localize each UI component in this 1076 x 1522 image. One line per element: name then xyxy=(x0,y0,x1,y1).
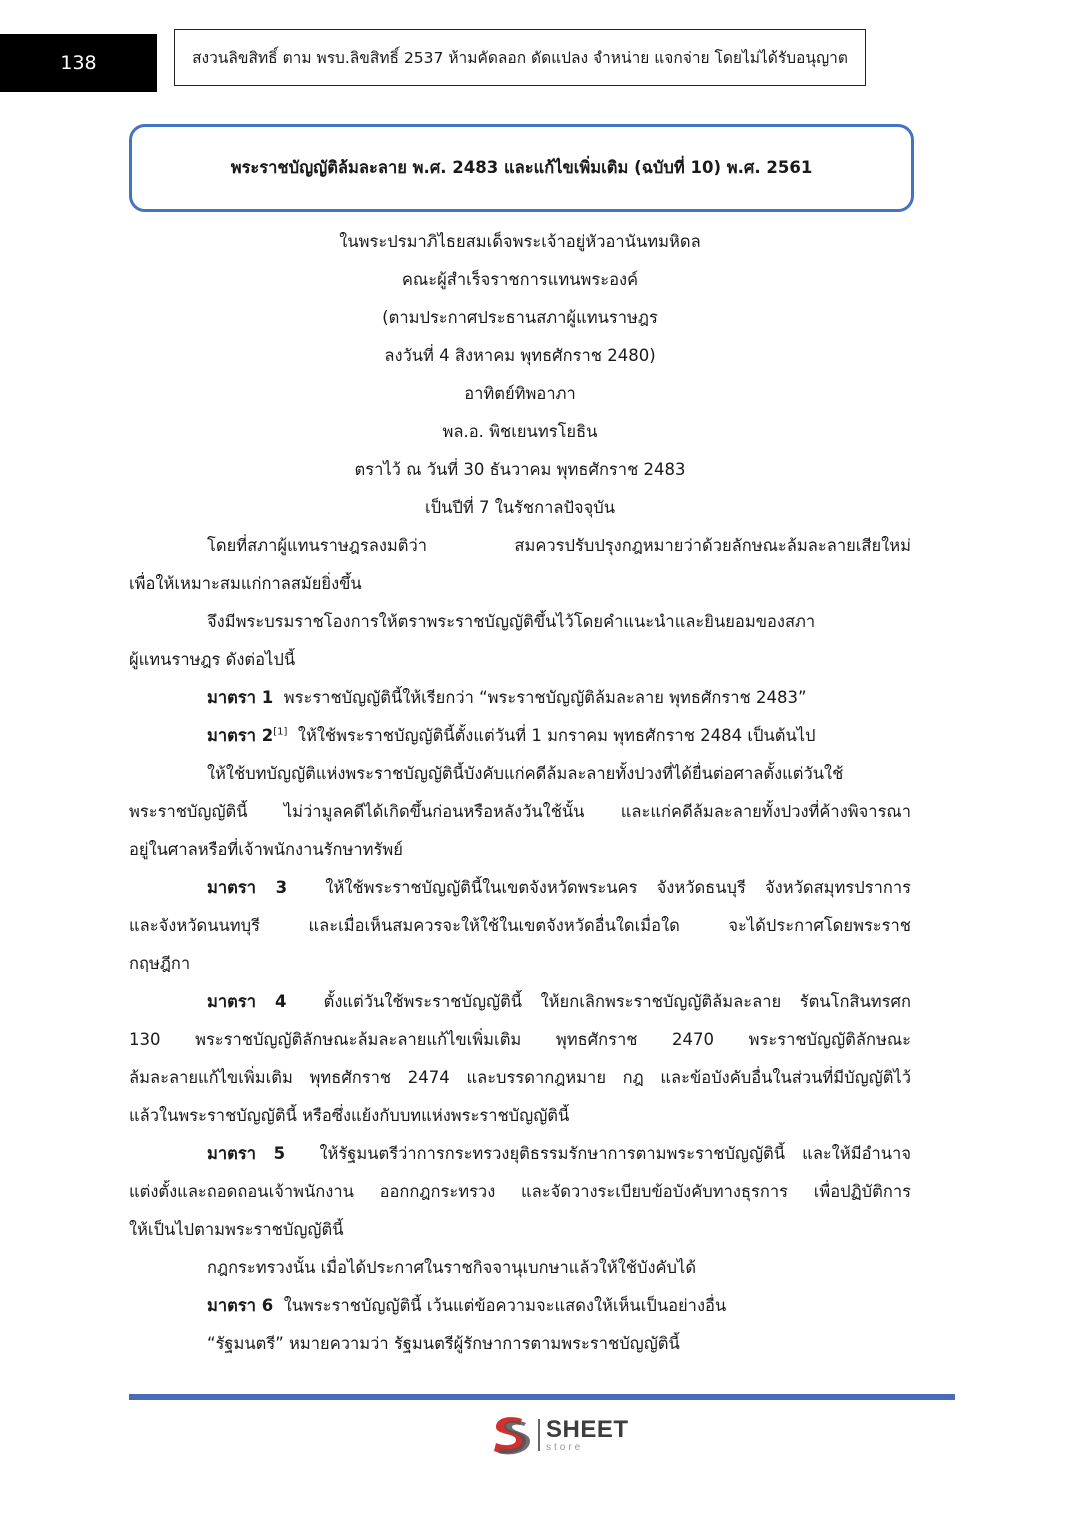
paragraph-line: แล้วในพระราชบัญญัตินี้ หรือซึ่งแย้งกับบทแห่งพระราชบัญญัตินี้ xyxy=(129,1106,570,1125)
preamble-line: พล.อ. พิชเยนทรโยธิน xyxy=(442,422,598,441)
preamble-line: ในพระปรมาภิไธยสมเด็จพระเจ้าอยู่หัวอานันทมหิดล xyxy=(339,232,701,251)
section-text: ให้รัฐมนตรีว่าการกระทรวงยุติธรรมรักษาการตามพระราชบัญญัตินี้ และให้มีอำนาจ xyxy=(319,1144,911,1163)
section-2 xyxy=(129,724,911,748)
paragraph-line: แต่งตั้งและถอดถอนเจ้าพนักงาน ออกกฎกระทรวง และจัดวางระเบียบข้อบังคับทางธุรการ เพื่อปฏิบัติการ xyxy=(129,1182,911,1201)
section-label: มาตรา 4 xyxy=(207,992,287,1011)
section-label: มาตรา 6 xyxy=(207,1296,274,1315)
section-5 xyxy=(129,1142,911,1166)
definition-line: “รัฐมนตรี” หมายความว่า รัฐมนตรีผู้รักษาการตามพระราชบัญญัตินี้ xyxy=(207,1334,680,1353)
preamble-line: (ตามประกาศประธานสภาผู้แทนราษฎร xyxy=(382,308,658,327)
paragraph-line: กฤษฎีกา xyxy=(129,954,191,973)
section-6 xyxy=(129,1294,911,1318)
section-4 xyxy=(129,990,911,1014)
paragraph-line: และจังหวัดนนทบุรี และเมื่อเห็นสมควรจะให้ใช้ในเขตจังหวัดอื่นใดเมื่อใด จะได้ประกาศโดยพระราช xyxy=(129,916,911,935)
preamble-line: เป็นปีที่ 7 ในรัชกาลปัจจุบัน xyxy=(424,498,616,517)
logo-divider xyxy=(538,1419,540,1451)
paragraph-line: ให้ใช้บทบัญญัติแห่งพระราชบัญญัตินี้บังคับแก่คดีล้มละลายทั้งปวงที่ได้ยื่นต่อศาลตั้งแต่วันใช้ xyxy=(207,764,844,783)
section-text: ให้ใช้พระราชบัญญัตินี้ตั้งแต่วันที่ 1 มกราคม พุทธศักราช 2484 เป็นต้นไป xyxy=(297,726,816,745)
footer-rule xyxy=(129,1394,955,1400)
section-label: มาตรา 1 xyxy=(207,688,274,707)
paragraph-line: 130 พระราชบัญญัติลักษณะล้มละลายแก้ไขเพิ่มเติม พุทธศักราช 2470 พระราชบัญญัติลักษณะ xyxy=(129,1030,911,1049)
section-text: พระราชบัญญัตินี้ให้เรียกว่า “พระราชบัญญัติล้มละลาย พุทธศักราช 2483” xyxy=(283,688,807,707)
preamble-line: ลงวันที่ 4 สิงหาคม พุทธศักราช 2480) xyxy=(384,346,656,365)
paragraph-line: อยู่ในศาลหรือที่เจ้าพนักงานรักษาทรัพย์ xyxy=(129,840,403,859)
paragraph-line: ผู้แทนราษฎร ดังต่อไปนี้ xyxy=(129,650,296,669)
section-text: ให้ใช้พระราชบัญญัตินี้ในเขตจังหวัดพระนคร จังหวัดธนบุรี จังหวัดสมุทรปราการ xyxy=(325,878,911,897)
section-text: ในพระราชบัญญัตินี้ เว้นแต่ข้อความจะแสดงให้เห็นเป็นอย่างอื่น xyxy=(283,1296,727,1315)
section-3 xyxy=(129,876,911,900)
section-label: มาตรา 3 xyxy=(207,878,288,897)
preamble-line: คณะผู้สำเร็จราชการแทนพระองค์ xyxy=(401,270,639,289)
document-title: พระราชบัญญัติล้มละลาย พ.ศ. 2483 และแก้ไขเพิ่มเติม (ฉบับที่ 10) พ.ศ. 2561 xyxy=(129,124,914,212)
paragraph-line: โดยที่สภาผู้แทนราษฎรลงมติว่า สมควรปรับปรุงกฎหมายว่าด้วยลักษณะล้มละลายเสียใหม่ xyxy=(207,536,911,555)
paragraph-line: ล้มละลายแก้ไขเพิ่มเติม พุทธศักราช 2474 และบรรดากฎหมาย กฎ และข้อบังคับอื่นในส่วนที่มีบัญญัติไว้ xyxy=(129,1068,911,1087)
section-text: ตั้งแต่วันใช้พระราชบัญญัตินี้ ให้ยกเลิกพระราชบัญญัติล้มละลาย รัตนโกสินทรศก xyxy=(323,992,911,1011)
preamble-line: ตราไว้ ณ วันที่ 30 ธันวาคม พุทธศักราช 2483 xyxy=(354,460,686,479)
section-label: มาตรา 5 xyxy=(207,1144,286,1163)
sheet-store-logo-icon xyxy=(486,1413,534,1457)
preamble-line: อาทิตย์ทิพอาภา xyxy=(464,384,576,403)
section-label: มาตรา 2 xyxy=(207,726,274,745)
paragraph-line: พระราชบัญญัตินี้ ไม่ว่ามูลคดีได้เกิดขึ้นก่อนหรือหลังวันใช้นั้น และแก่คดีล้มละลายทั้งปวงที่ค้างพิจารณา xyxy=(129,802,911,821)
logo-subtext: store xyxy=(546,1441,584,1453)
copyright-notice: สงวนลิขสิทธิ์ ตาม พรบ.ลิขสิทธิ์ 2537 ห้ามคัดลอก ดัดแปลง จำหน่าย แจกจ่าย โดยไม่ได้รับอนุญาต xyxy=(174,29,866,86)
logo-wordmark: SHEET xyxy=(546,1415,629,1443)
paragraph-line: ให้เป็นไปตามพระราชบัญญัตินี้ xyxy=(129,1220,344,1239)
paragraph-line: จึงมีพระบรมราชโองการให้ตราพระราชบัญญัติขึ้นไว้โดยคำแนะนำและยินยอมของสภา xyxy=(207,612,816,631)
logo-text xyxy=(546,1415,629,1453)
section-1 xyxy=(129,686,911,710)
page-number: 138 xyxy=(0,34,157,92)
sheet-store-logo xyxy=(486,1410,629,1460)
footnote-ref: [1] xyxy=(273,726,288,738)
paragraph-line: กฎกระทรวงนั้น เมื่อได้ประกาศในราชกิจจานุเบกษาแล้วให้ใช้บังคับได้ xyxy=(207,1258,697,1277)
paragraph-line: เพื่อให้เหมาะสมแก่กาลสมัยยิ่งขึ้น xyxy=(129,574,362,593)
